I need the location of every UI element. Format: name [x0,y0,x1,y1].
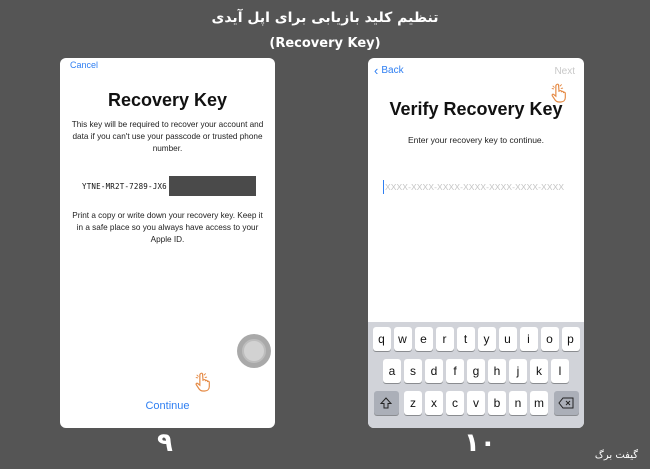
tap-hand-icon [194,372,212,392]
watermark: گیفت برگ [594,450,638,461]
key-t[interactable]: t [457,327,475,351]
assistive-touch-inner [242,339,266,363]
key-u[interactable]: u [499,327,517,351]
key-q[interactable]: q [373,327,391,351]
key-y[interactable]: y [478,327,496,351]
key-k[interactable]: k [530,359,548,383]
key-s[interactable]: s [404,359,422,383]
key-r[interactable]: r [436,327,454,351]
assistive-touch-button[interactable] [237,334,271,368]
key-v[interactable]: v [467,391,485,415]
key-p[interactable]: p [562,327,580,351]
key-f[interactable]: f [446,359,464,383]
keyboard-row-1 [371,327,581,351]
shift-key[interactable] [374,391,399,415]
text-cursor [383,180,384,194]
key-l[interactable]: l [551,359,569,383]
key-n[interactable]: n [509,391,527,415]
key-g[interactable]: g [467,359,485,383]
key-h[interactable]: h [488,359,506,383]
redaction-box [169,176,256,196]
key-x[interactable]: x [425,391,443,415]
key-z[interactable]: z [404,391,422,415]
key-m[interactable]: m [530,391,548,415]
recovery-key-description: This key will be required to recover your account and data if you can't use your passcode or trusted phone number. [71,120,264,153]
step-number-10: ۱۰ [464,428,496,458]
key-c[interactable]: c [446,391,464,415]
key-e[interactable]: e [415,327,433,351]
recovery-key-display [82,176,256,196]
back-button-label: Back [381,65,404,76]
keyboard [368,322,584,428]
step-number-9: ۹ [157,428,173,458]
continue-button[interactable]: Continue [145,400,190,412]
verify-recovery-key-title: Verify Recovery Key [389,99,563,119]
recovery-key-placeholder: XXXX-XXXX-XXXX-XXXX-XXXX-XXXX-XXXX [385,182,565,192]
key-a[interactable]: a [383,359,401,383]
keyboard-row-2 [371,359,581,383]
keyboard-row-3-letters [403,391,550,415]
verify-instructions: Enter your recovery key to continue. [407,135,545,145]
key-b[interactable]: b [488,391,506,415]
recovery-key-instructions: Print a copy or write down your recovery key. Keep it in a safe place so you always have access to your Apple ID. [72,211,263,244]
recovery-key-value: YTNE-MR2T-7289-JX6 [82,181,167,191]
key-o[interactable]: o [541,327,559,351]
delete-key[interactable] [554,391,579,415]
back-button[interactable] [374,62,404,78]
shift-arrow-icon [380,397,392,409]
key-w[interactable]: w [394,327,412,351]
chevron-left-icon: ‹ [374,62,379,78]
recovery-key-input[interactable] [383,179,573,195]
keyboard-row-3 [371,391,581,415]
phone-screen-recovery-key [60,58,275,428]
next-button[interactable]: Next [554,66,575,77]
key-i[interactable]: i [520,327,538,351]
recovery-key-title: Recovery Key [107,90,228,110]
header-title-persian: تنظیم کلید بازیابی برای اپل آیدی [211,10,439,26]
phone-screen-verify-recovery-key [368,58,584,428]
header-title-english: (Recovery Key) [269,36,381,51]
key-d[interactable]: d [425,359,443,383]
key-j[interactable]: j [509,359,527,383]
backspace-icon [558,397,574,409]
cancel-button[interactable]: Cancel [70,60,99,70]
